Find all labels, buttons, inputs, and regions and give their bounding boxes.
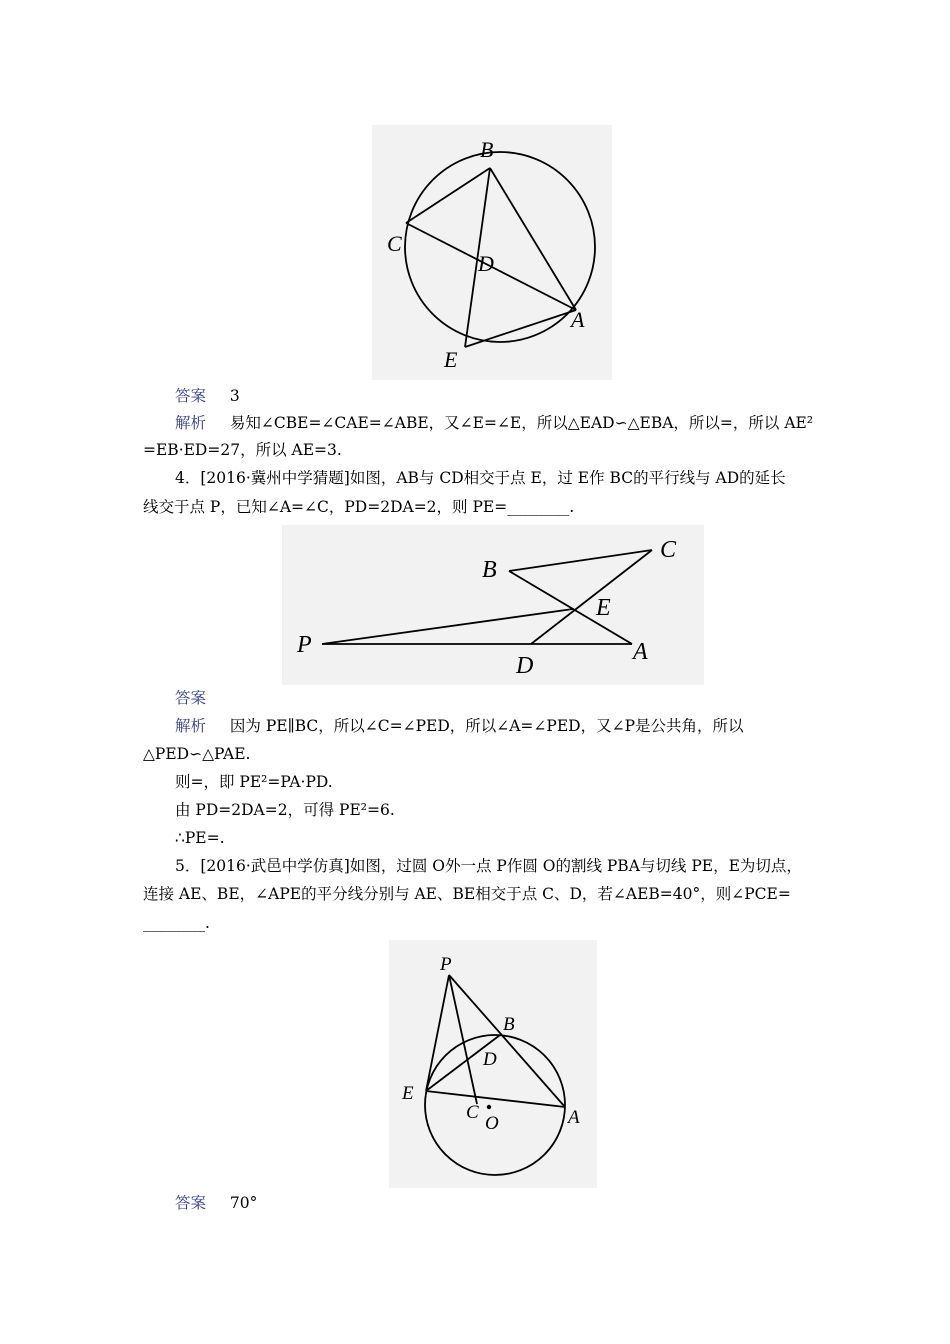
label-d: D bbox=[483, 1049, 497, 1070]
q4-analysis-line1 bbox=[175, 716, 744, 736]
q4-stem-line2: 线交于点 P，已知∠A=∠C，PD=2DA=2，则 PE=________. bbox=[143, 498, 575, 516]
analysis-tag: 解析 bbox=[175, 717, 207, 735]
label-b: B bbox=[482, 557, 497, 583]
q4-analysis-line5: ∴PE=. bbox=[175, 829, 225, 847]
label-e: E bbox=[402, 1083, 414, 1104]
q3-analysis-line1 bbox=[175, 413, 813, 433]
label-c: C bbox=[660, 537, 677, 563]
figure-triangles-pedabc-svg bbox=[282, 525, 704, 685]
q3-analysis-line2: =EB·ED=27，所以 AE=3. bbox=[143, 441, 342, 459]
q4-stem-line1: 4．[2016·冀州中学猜题]如图，AB与 CD相交于点 E，过 E作 BC的平行线与 AD的延长 bbox=[175, 469, 786, 487]
figure-circle-o-pbdeca bbox=[389, 940, 597, 1188]
label-e: E bbox=[596, 595, 611, 621]
q5-stem-line1: 5．[2016·武邑中学仿真]如图，过圆 O外一点 P作圆 O的割线 PBA与切线 PE，E为切点， bbox=[175, 857, 802, 875]
answer-tag: 答案 bbox=[175, 387, 207, 405]
q5-stem-line3: ________. bbox=[143, 914, 210, 932]
label-b: B bbox=[480, 137, 494, 162]
label-a: A bbox=[568, 1107, 580, 1128]
q4-answer-line bbox=[175, 688, 206, 708]
analysis-text: 易知∠CBE=∠CAE=∠ABE，又∠E=∠E，所以△EAD∽△EBA，所以=，所以 AE² bbox=[229, 414, 814, 432]
answer-tag: 答案 bbox=[175, 689, 207, 707]
q4-analysis-line4: 由 PD=2DA=2，可得 PE²=6. bbox=[175, 801, 395, 819]
label-a: A bbox=[571, 307, 585, 332]
q5-stem-line2: 连接 AE、BE，∠APE的平分线分别与 AE、BE相交于点 C、D，若∠AEB=40°，则∠PCE= bbox=[143, 885, 791, 903]
label-p: P bbox=[440, 954, 452, 975]
figure-circle-bcdae bbox=[372, 125, 612, 380]
answer-value: 3 bbox=[229, 387, 240, 405]
label-e: E bbox=[444, 347, 458, 372]
center-dot-o bbox=[487, 1105, 491, 1109]
analysis-text: 因为 PE∥BC，所以∠C=∠PED，所以∠A=∠PED，又∠P是公共角，所以 bbox=[229, 717, 744, 735]
q3-answer-line bbox=[175, 386, 240, 406]
figure-circle-bcdae-svg bbox=[372, 125, 612, 380]
answer-value: 70° bbox=[229, 1194, 258, 1212]
label-p: P bbox=[297, 632, 312, 658]
figure-triangles-pedabc bbox=[282, 525, 704, 685]
q4-analysis-line3: 则=，即 PE²=PA·PD. bbox=[175, 773, 333, 791]
label-d: D bbox=[478, 251, 494, 276]
analysis-tag: 解析 bbox=[175, 414, 207, 432]
answer-tag: 答案 bbox=[175, 1194, 207, 1212]
label-c: C bbox=[466, 1102, 479, 1123]
q4-analysis-line2: △PED∽△PAE. bbox=[143, 745, 251, 763]
q5-answer-line bbox=[175, 1193, 257, 1213]
label-o: O bbox=[485, 1113, 499, 1134]
label-b: B bbox=[503, 1014, 515, 1035]
figure-circle-o-pbdeca-svg bbox=[389, 940, 597, 1188]
label-d: D bbox=[516, 653, 534, 679]
label-c: C bbox=[387, 231, 402, 256]
label-a: A bbox=[633, 639, 648, 665]
